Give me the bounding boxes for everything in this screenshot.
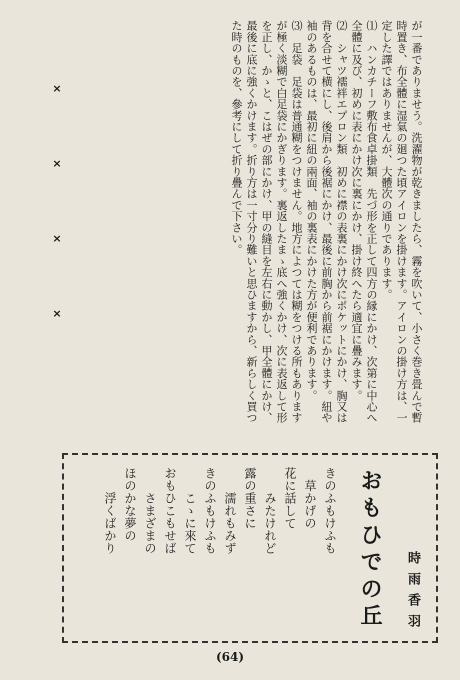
page-number: (64): [215, 650, 245, 664]
poem-line: 濡れもみず: [223, 467, 237, 555]
poem-line: さまざまの: [143, 467, 157, 555]
poem-line: 浮くばかり: [103, 467, 117, 555]
poem-line: きのふもけふも: [203, 467, 217, 555]
poem-box: [62, 453, 438, 643]
poem-author: 時雨香羽: [405, 551, 420, 635]
article-body: [84, 20, 424, 425]
poem-line: 露の重さに: [243, 467, 257, 530]
poem-line: こゝに來て: [183, 467, 197, 555]
cross-mark: ×: [52, 157, 62, 170]
paragraph-tabi: ⑶ 足袋 足袋は普通糊をつけません。地方によつては糊をつける所もありますが極く淡糊で白足袋にかぎります。裏返したまゝ底へ強くかけ、次に表返して形を正し、かゝと、こはぜの部にかけ、甲の縫目を左右に動かし、甲全體にかけ、最後に底に強くかけます。折り方は一寸分り難いと思ひますから、新らしく買つた時のものを、參考にして折り疊んで下さい。: [230, 20, 303, 424]
poem-line: おもひこもせば: [163, 467, 177, 555]
poem-line: ほのかな夢の: [123, 467, 137, 542]
paragraph-intro: が一番でありませう。洗濯物が乾きましたら、霧を吹いて、小さく巻き畳んで暫時置き、布全體に湿氣の廻つた頃アイロンを掛けます。アイロンの掛け方は、一定した譯ではありませんが、大體次の通りであります。: [380, 20, 423, 424]
poem-line: 花に話して: [283, 467, 297, 530]
cross-mark: ×: [52, 232, 62, 245]
cross-mark: ×: [52, 82, 62, 95]
poem-text: [100, 467, 340, 639]
separator-marks: [50, 82, 64, 320]
paragraph-shirt: ⑵ シャツ襦袢エプロン類 初めに襟の表裏にかけ次にポケットにかけ、胸又は背を合せて横にし、後肩から後裾にかけ、最後に前胸から前裾にかけます。紐や袖のあるものは、最初に紐の兩面、袖の裏表にかけた方が便利であります。: [305, 20, 348, 424]
poem-line: きのふもけふも: [323, 467, 337, 555]
cross-mark: ×: [52, 307, 62, 320]
poem-line: みたけれど: [263, 467, 277, 555]
poem-title: おもひでの丘: [357, 469, 383, 631]
poem-line: 草かげの: [303, 467, 317, 530]
paragraph-handkerchief: ⑴ ハンカチーフ敷布食卓掛類 先づ形を正して四方の縁にかけ、次第に中心へ全體に及び、初めに表にかけ次に裏にかけ、掛け終へたら適宜に疊みます。: [350, 20, 378, 424]
